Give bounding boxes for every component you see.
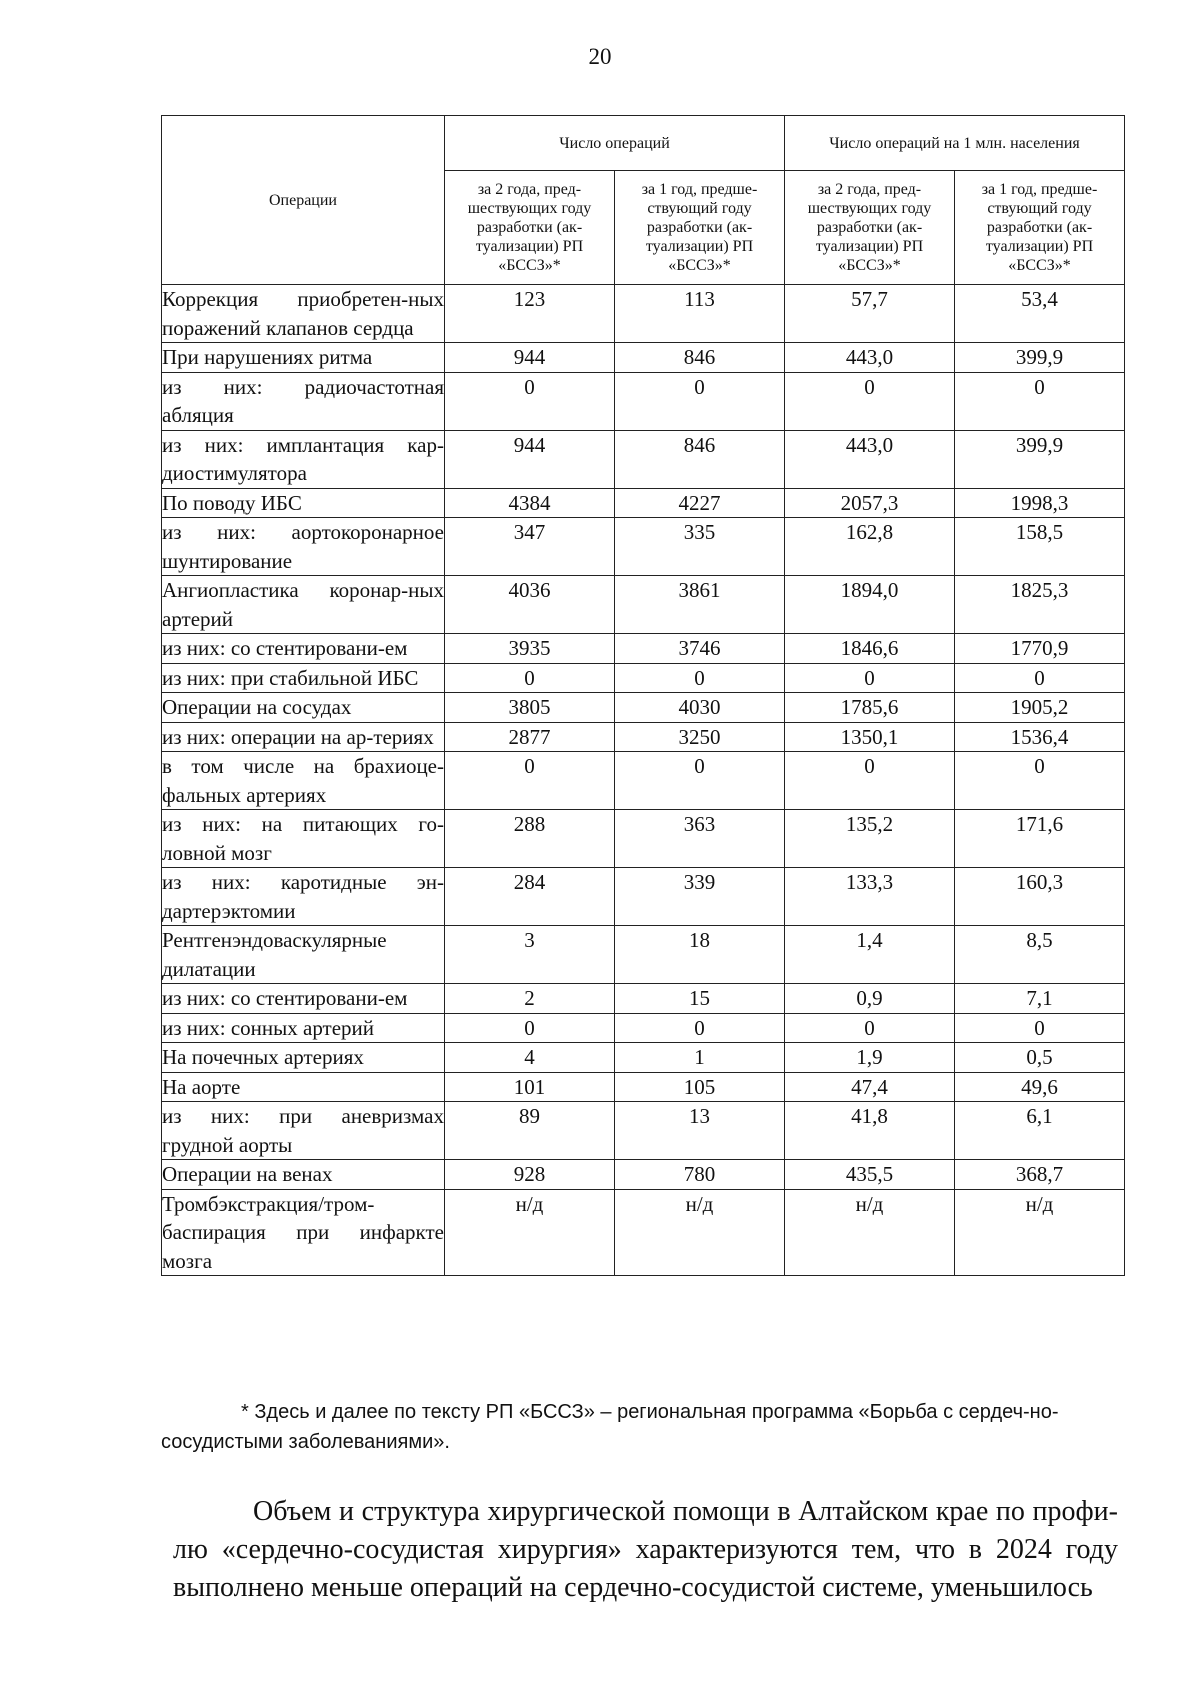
row-operation-name: из них: радиочастотная абляция (162, 372, 445, 430)
cell-per-million-2-years: 162,8 (785, 518, 955, 576)
cell-count-1-year: 3861 (615, 576, 785, 634)
row-operation-name: По поводу ИБС (162, 488, 445, 518)
page-number: 20 (588, 44, 612, 69)
cell-count-2-years: н/д (445, 1189, 615, 1276)
cell-per-million-1-year: 49,6 (955, 1072, 1125, 1102)
row-operation-name: Тромбэкстракция/тром-баспирация при инфаркте мозга (162, 1189, 445, 1276)
cell-count-2-years: 101 (445, 1072, 615, 1102)
cell-count-1-year: 113 (615, 285, 785, 343)
row-operation-name: из них: со стентировани-ем (162, 634, 445, 664)
table-row (162, 343, 1125, 373)
cell-per-million-1-year: 171,6 (955, 810, 1125, 868)
cell-count-1-year: 4030 (615, 693, 785, 723)
cell-per-million-2-years: 0 (785, 372, 955, 430)
cell-per-million-1-year: 1825,3 (955, 576, 1125, 634)
cell-per-million-1-year: н/д (955, 1189, 1125, 1276)
cell-count-2-years: 2877 (445, 722, 615, 752)
cell-per-million-1-year: 368,7 (955, 1160, 1125, 1190)
header-count-2-years: за 2 года, пред-шествующих году разработки (ак-туализации) РП «БССЗ»* (445, 171, 615, 285)
cell-per-million-2-years: 57,7 (785, 285, 955, 343)
cell-count-1-year: 339 (615, 868, 785, 926)
cell-count-2-years: 0 (445, 1013, 615, 1043)
cell-per-million-1-year: 0 (955, 372, 1125, 430)
cell-count-1-year: 846 (615, 430, 785, 488)
cell-per-million-2-years: 1,4 (785, 926, 955, 984)
cell-count-2-years: 0 (445, 663, 615, 693)
cell-count-1-year: 105 (615, 1072, 785, 1102)
table-row (162, 663, 1125, 693)
row-operation-name: из них: сонных артерий (162, 1013, 445, 1043)
table-row (162, 1102, 1125, 1160)
row-operation-name: из них: аортокоронарное шунтирование (162, 518, 445, 576)
cell-per-million-1-year: 7,1 (955, 984, 1125, 1014)
cell-per-million-2-years: н/д (785, 1189, 955, 1276)
cell-count-1-year: 15 (615, 984, 785, 1014)
table-row (162, 488, 1125, 518)
cell-per-million-1-year: 399,9 (955, 430, 1125, 488)
row-operation-name: из них: каротидные эн-дартерэктомии (162, 868, 445, 926)
row-operation-name: Ангиопластика коронар-ных артерий (162, 576, 445, 634)
table-row (162, 810, 1125, 868)
cell-count-2-years: 4384 (445, 488, 615, 518)
cell-per-million-2-years: 0,9 (785, 984, 955, 1014)
table-row (162, 722, 1125, 752)
row-operation-name: На аорте (162, 1072, 445, 1102)
cell-per-million-1-year: 0 (955, 1013, 1125, 1043)
cell-per-million-2-years: 0 (785, 1013, 955, 1043)
row-operation-name: из них: при стабильной ИБС (162, 663, 445, 693)
cell-per-million-2-years: 41,8 (785, 1102, 955, 1160)
header-count-1-year: за 1 год, предше-ствующий году разработки (ак-туализации) РП «БССЗ»* (615, 171, 785, 285)
cell-count-2-years: 944 (445, 343, 615, 373)
header-per-million-2-years: за 2 года, пред-шествующих году разработки (ак-туализации) РП «БССЗ»* (785, 171, 955, 285)
cell-count-1-year: 0 (615, 752, 785, 810)
cell-per-million-1-year: 1536,4 (955, 722, 1125, 752)
cell-count-2-years: 3805 (445, 693, 615, 723)
cell-count-1-year: 18 (615, 926, 785, 984)
cell-count-1-year: 13 (615, 1102, 785, 1160)
footnote: * Здесь и далее по тексту РП «БССЗ» – региональная программа «Борьба с сердеч-но-сосудистыми заболеваниями». (161, 1401, 1059, 1453)
header-per-million-1-year: за 1 год, предше-ствующий году разработки (ак-туализации) РП «БССЗ»* (955, 171, 1125, 285)
row-operation-name: из них: при аневризмах грудной аорты (162, 1102, 445, 1160)
cell-count-1-year: 0 (615, 663, 785, 693)
cell-per-million-2-years: 0 (785, 752, 955, 810)
row-operation-name: Рентгенэндоваскулярные дилатации (162, 926, 445, 984)
cell-per-million-1-year: 1770,9 (955, 634, 1125, 664)
header-per-million: Число операций на 1 млн. населения (785, 116, 1125, 171)
table-row (162, 1072, 1125, 1102)
cell-per-million-2-years: 1785,6 (785, 693, 955, 723)
table-row (162, 634, 1125, 664)
cell-per-million-2-years: 0 (785, 663, 955, 693)
row-operation-name: в том числе на брахиоце-фальных артериях (162, 752, 445, 810)
header-operation-count: Число операций (445, 116, 785, 171)
cell-per-million-1-year: 160,3 (955, 868, 1125, 926)
table-row (162, 576, 1125, 634)
cell-per-million-1-year: 1905,2 (955, 693, 1125, 723)
cell-count-1-year: 846 (615, 343, 785, 373)
table-row (162, 518, 1125, 576)
cell-per-million-1-year: 53,4 (955, 285, 1125, 343)
row-operation-name: из них: операции на ар-териях (162, 722, 445, 752)
cell-count-1-year: н/д (615, 1189, 785, 1276)
cell-count-2-years: 2 (445, 984, 615, 1014)
cell-per-million-1-year: 1998,3 (955, 488, 1125, 518)
cell-per-million-2-years: 1350,1 (785, 722, 955, 752)
cell-count-2-years: 4 (445, 1043, 615, 1073)
cell-count-2-years: 89 (445, 1102, 615, 1160)
cell-count-1-year: 3746 (615, 634, 785, 664)
row-operation-name: из них: на питающих го-ловной мозг (162, 810, 445, 868)
cell-per-million-1-year: 6,1 (955, 1102, 1125, 1160)
table-row (162, 430, 1125, 488)
cell-count-1-year: 780 (615, 1160, 785, 1190)
cell-per-million-2-years: 435,5 (785, 1160, 955, 1190)
cell-per-million-1-year: 0,5 (955, 1043, 1125, 1073)
table-row (162, 285, 1125, 343)
cell-per-million-2-years: 1846,6 (785, 634, 955, 664)
table-row (162, 868, 1125, 926)
cell-per-million-1-year: 0 (955, 663, 1125, 693)
row-operation-name: из них: имплантация кар-диостимулятора (162, 430, 445, 488)
cell-per-million-1-year: 8,5 (955, 926, 1125, 984)
cell-per-million-2-years: 1,9 (785, 1043, 955, 1073)
header-operations: Операции (162, 116, 445, 285)
row-operation-name: Коррекция приобретен-ных поражений клапанов сердца (162, 285, 445, 343)
cell-count-2-years: 284 (445, 868, 615, 926)
cell-per-million-1-year: 158,5 (955, 518, 1125, 576)
cell-count-2-years: 123 (445, 285, 615, 343)
table-row (162, 1160, 1125, 1190)
operations-table (161, 115, 1125, 1276)
cell-count-1-year: 0 (615, 1013, 785, 1043)
cell-count-1-year: 1 (615, 1043, 785, 1073)
row-operation-name: При нарушениях ритма (162, 343, 445, 373)
cell-count-2-years: 288 (445, 810, 615, 868)
table-row (162, 1043, 1125, 1073)
cell-count-2-years: 4036 (445, 576, 615, 634)
table-row (162, 1013, 1125, 1043)
table-row (162, 926, 1125, 984)
cell-count-1-year: 335 (615, 518, 785, 576)
table-row (162, 984, 1125, 1014)
cell-per-million-2-years: 1894,0 (785, 576, 955, 634)
cell-per-million-1-year: 0 (955, 752, 1125, 810)
cell-count-2-years: 944 (445, 430, 615, 488)
cell-count-2-years: 928 (445, 1160, 615, 1190)
body-paragraph: Объем и структура хирургической помощи в Алтайском крае по профи-лю «сердечно-сосудистая хирургия» характеризуются тем, что в 2024 году выполнено меньше операций на сердечно-сосудистой системе, уменьшилось (173, 1496, 1118, 1603)
cell-count-2-years: 0 (445, 372, 615, 430)
cell-count-2-years: 3 (445, 926, 615, 984)
cell-count-1-year: 3250 (615, 722, 785, 752)
row-operation-name: Операции на сосудах (162, 693, 445, 723)
cell-per-million-2-years: 47,4 (785, 1072, 955, 1102)
table-row (162, 693, 1125, 723)
cell-count-2-years: 0 (445, 752, 615, 810)
cell-per-million-2-years: 133,3 (785, 868, 955, 926)
cell-per-million-2-years: 135,2 (785, 810, 955, 868)
row-operation-name: из них: со стентировани-ем (162, 984, 445, 1014)
table-row (162, 372, 1125, 430)
table-body (162, 285, 1125, 1276)
cell-count-2-years: 3935 (445, 634, 615, 664)
table-row (162, 1189, 1125, 1276)
cell-per-million-2-years: 2057,3 (785, 488, 955, 518)
cell-count-1-year: 0 (615, 372, 785, 430)
table-row (162, 752, 1125, 810)
cell-per-million-2-years: 443,0 (785, 430, 955, 488)
row-operation-name: Операции на венах (162, 1160, 445, 1190)
row-operation-name: На почечных артериях (162, 1043, 445, 1073)
cell-per-million-1-year: 399,9 (955, 343, 1125, 373)
cell-per-million-2-years: 443,0 (785, 343, 955, 373)
cell-count-2-years: 347 (445, 518, 615, 576)
cell-count-1-year: 363 (615, 810, 785, 868)
cell-count-1-year: 4227 (615, 488, 785, 518)
